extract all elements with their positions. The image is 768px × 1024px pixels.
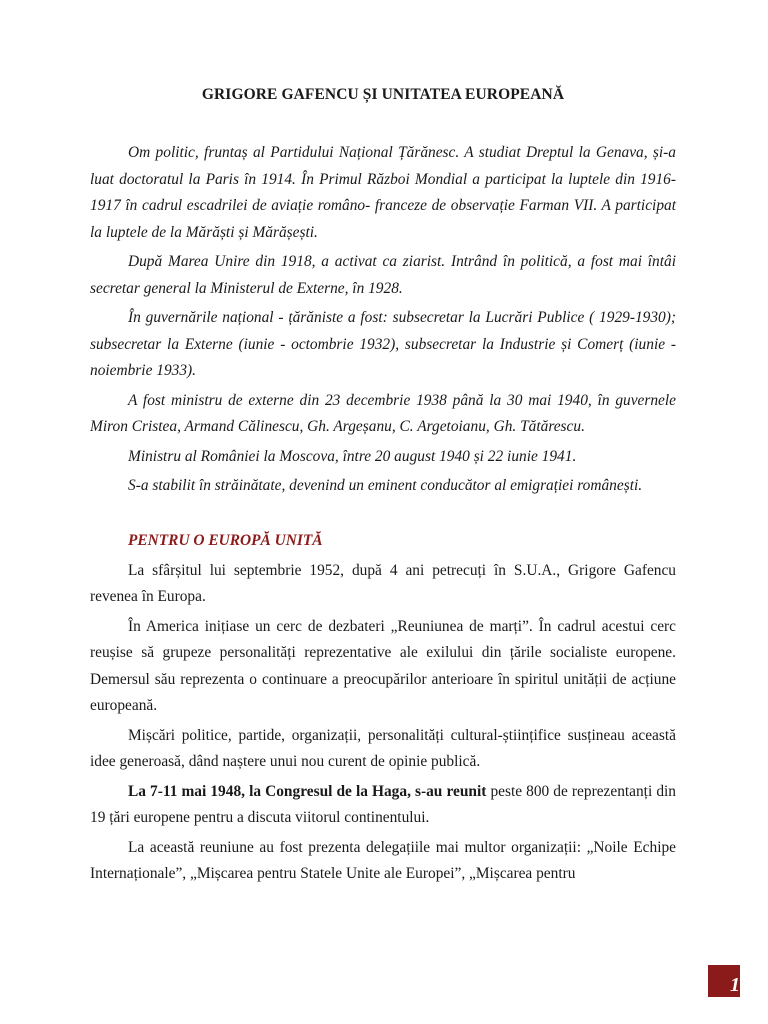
haga-paragraph-rest: peste 800 de reprezentanți din 19 țări europene pentru a discuta viitorul continentului.	[90, 782, 676, 826]
document-title: GRIGORE GAFENCU ȘI UNITATEA EUROPEANĂ	[201, 86, 565, 103]
bio-paragraph-2: După Marea Unire din 1918, a activat ca ziarist. Intrând în politică, a fost mai întâi secretar general la Ministerul de Externe, în 1928.	[90, 253, 676, 297]
page-number: 1	[730, 974, 740, 996]
section-paragraph-3: Mișcări politice, partide, organizații, personalități cultural-științifice susțineau această idee generoasă, dând naștere unui nou curent de opinie publică.	[90, 726, 676, 770]
section-heading: PENTRU O EUROPĂ UNITĂ	[128, 531, 323, 549]
haga-paragraph-lead: La 7-11 mai 1948, la Congresul de la Haga, s-au reunit	[128, 782, 491, 800]
bio-paragraph-5: Ministru al României la Moscova, între 20 august 1940 și 22 iunie 1941.	[128, 447, 577, 465]
bio-paragraph-6: S-a stabilit în străinătate, devenind un eminent conducător al emigrației românești.	[128, 477, 643, 494]
page-number-badge	[708, 965, 740, 999]
section-paragraph-2: În America inițiase un cerc de dezbateri „Reuniunea de marți”. În cadrul acestui cerc reușise să grupeze personalități reprezentative ale exilului din țările socialiste europene. Demersul său reprezenta o continuare a preocupărilor anterioare în spiritul unității de acțiune europeană.	[90, 617, 676, 714]
bio-paragraph-1: Om politic, fruntaș al Partidului Național Țărănesc. A studiat Dreptul la Genava, și-a luat doctoratul la Paris în 1914. În Primul Război Mondial a participat la luptele din 1916-1917 în cadrul escadrilei de aviație româno- franceze de observație Farman VII. A participat la luptele de la Mărăști și Mărășești.	[90, 144, 676, 241]
document-page	[90, 86, 676, 891]
bio-paragraph-4: A fost ministru de externe din 23 decembrie 1938 până la 30 mai 1940, în guvernele Miron Cristea, Armand Călinescu, Gh. Argeșanu, C. Argetoianu, Gh. Tătărescu.	[90, 391, 676, 435]
haga-paragraph	[90, 779, 676, 832]
last-paragraph: La această reuniune au fost prezenta delegațiile mai multor organizații: „Noile Echipe Internaționale”, „Mișcarea pentru Statele Unite ale Europei”, „Mișcarea pentru	[90, 838, 676, 882]
section-paragraph-1: La sfârșitul lui septembrie 1952, după 4 ani petrecuți în S.U.A., Grigore Gafencu revenea în Europa.	[90, 561, 676, 605]
bio-paragraph-3: În guvernările național - țărăniste a fost: subsecretar la Lucrări Publice ( 1929-1930); subsecretar la Externe (iunie - octombrie 1932), subsecretar la Industrie și Comerț (iunie - noiembrie 1933).	[90, 309, 676, 379]
page-badge-rule	[708, 997, 740, 999]
